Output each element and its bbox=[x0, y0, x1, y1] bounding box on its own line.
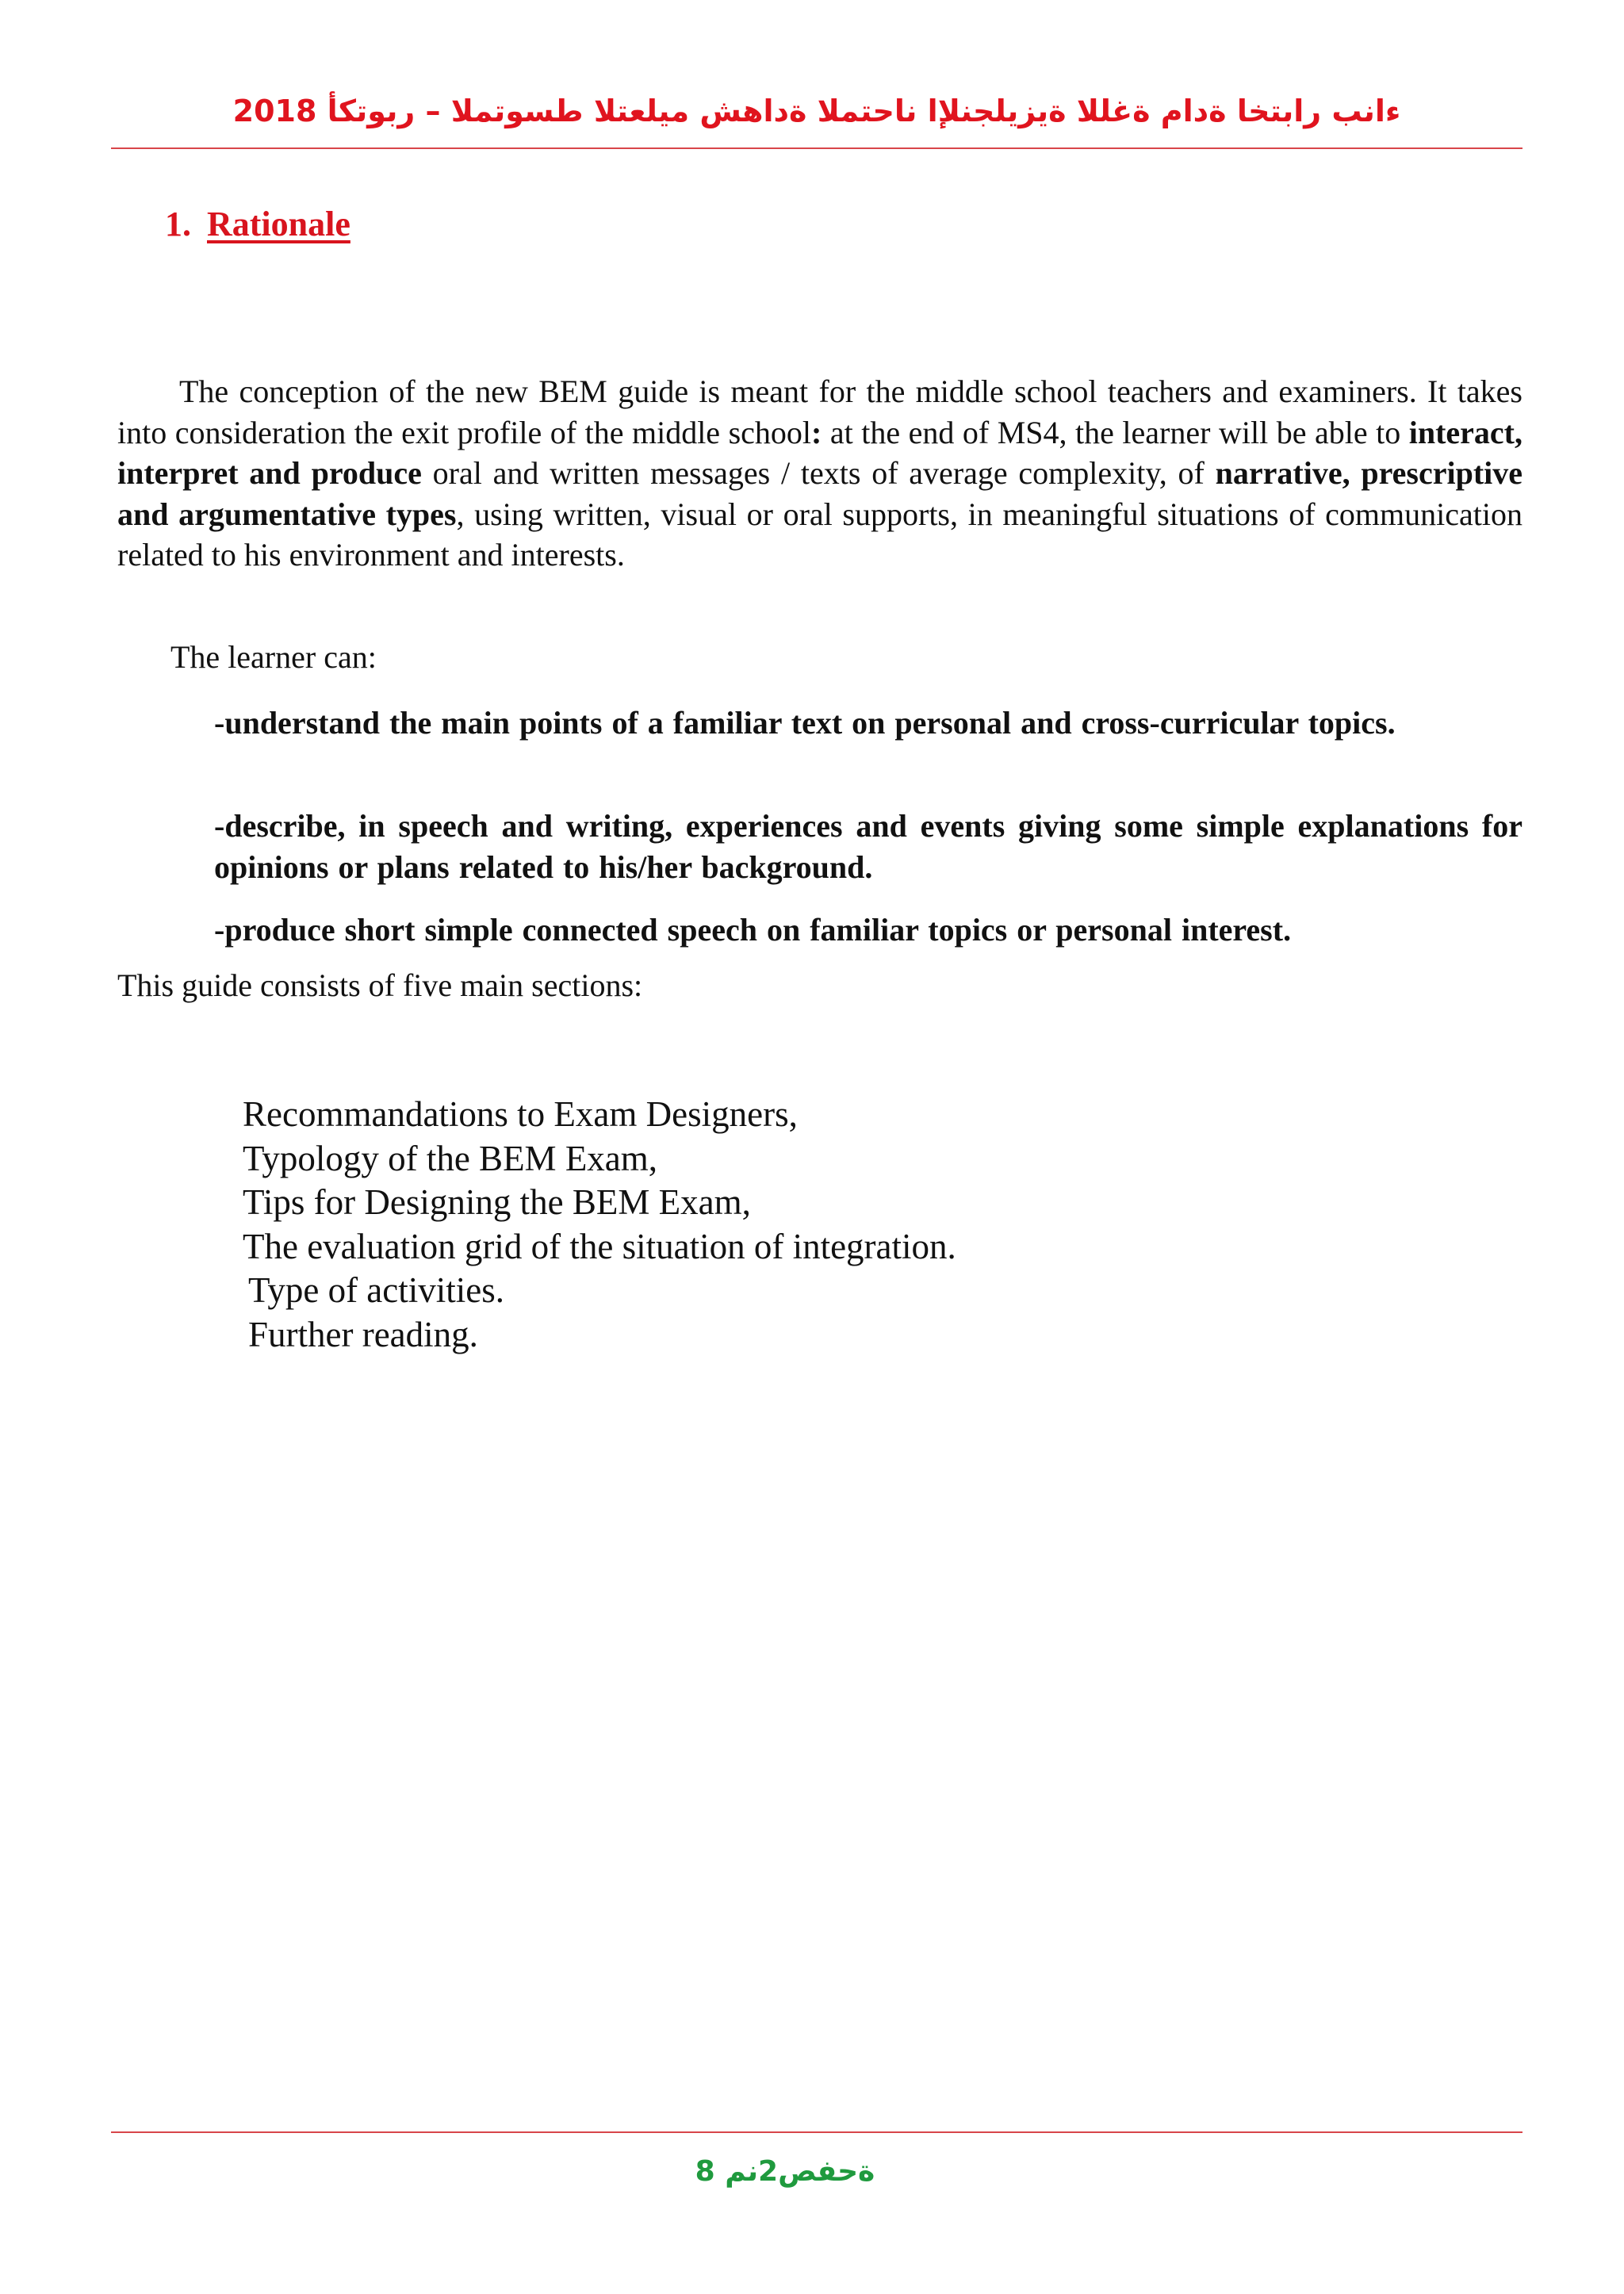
section-heading bbox=[165, 204, 350, 244]
section-title: Rationale bbox=[207, 205, 350, 243]
intro-text-1: The conception of the new BEM guide is meant for the middle school teachers and examiners. It takes into consideration the exit profile of the middle school bbox=[117, 373, 1522, 450]
intro-bold-2: narrative, prescriptive and argumentative types bbox=[117, 455, 1523, 532]
footer-page-number: ةحفص2نم 8 bbox=[695, 2155, 875, 2188]
intro-text-4: , using written, visual or oral supports, in meaningful situations of communication related to his environment and interests. bbox=[117, 496, 1522, 573]
learner-can-label: The learner can: bbox=[170, 639, 377, 675]
sections-intro: This guide consists of five main sections: bbox=[117, 967, 643, 1003]
section-list-item: Type of activities. bbox=[248, 1270, 504, 1310]
section-list-item: The evaluation grid of the situation of integration. bbox=[243, 1226, 956, 1266]
section-list-item: Typology of the BEM Exam, bbox=[243, 1138, 658, 1178]
intro-text-3: oral and written messages / texts of average complexity, of bbox=[421, 455, 1216, 491]
outcome-item: -understand the main points of a familiar text on personal and cross-curricular topics. bbox=[214, 705, 1396, 741]
section-list-item: Further reading. bbox=[248, 1314, 478, 1354]
section-list-item: Tips for Designing the BEM Exam, bbox=[243, 1182, 751, 1222]
outcome-item: -describe, in speech and writing, experiences and events giving some simple explanations for opinions or plans related to his/her background. bbox=[214, 808, 1522, 885]
footer-rule bbox=[111, 2131, 1522, 2133]
intro-paragraph bbox=[117, 371, 1522, 576]
intro-bold-1: interact, interpret and produce bbox=[117, 414, 1522, 491]
intro-colon: : bbox=[811, 414, 822, 450]
section-number: 1. bbox=[165, 205, 191, 243]
intro-text-2: at the end of MS4, the learner will be able to bbox=[822, 414, 1409, 450]
section-list-item: Recommandations to Exam Designers, bbox=[243, 1094, 798, 1134]
header-rule bbox=[111, 147, 1522, 149]
section-list bbox=[243, 1093, 956, 1357]
header-title: ءانب رابتخا ةدام ةغللا ةيزيلجنلإا ناحتملا ةداهش ميلعتلا طسوتملا – ربوتكأ 2018 bbox=[232, 94, 1401, 128]
outcome-item: -produce short simple connected speech on familiar topics or personal interest. bbox=[214, 912, 1292, 948]
